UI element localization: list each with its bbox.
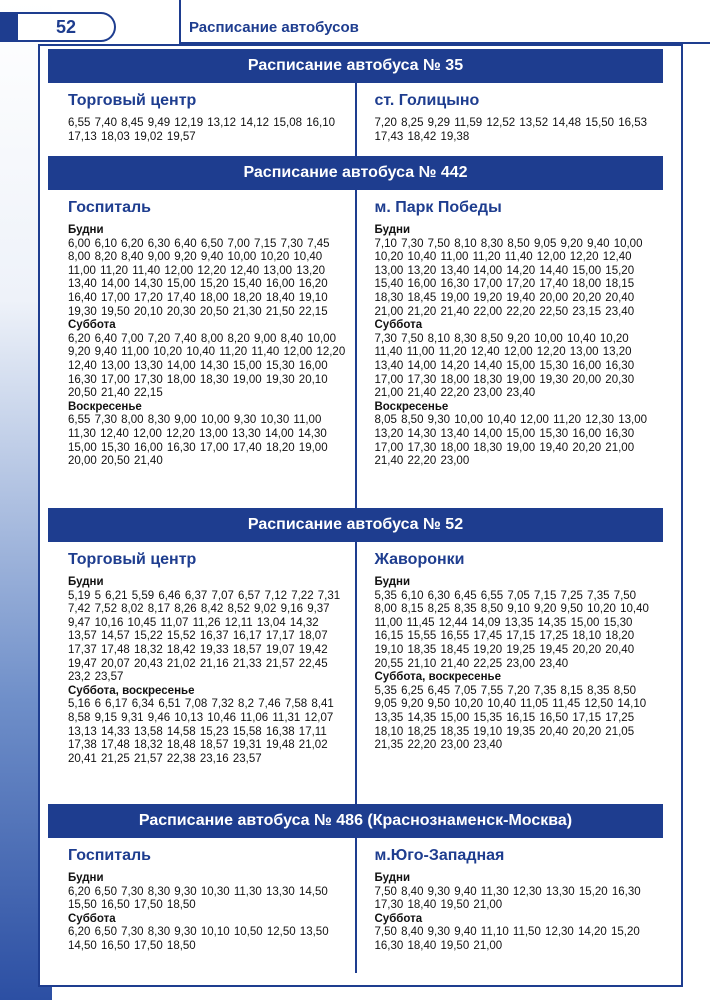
times: 7,50 8,40 9,30 9,40 11,10 11,50 12,30 14,20 15,20 16,30 18,40 19,50 21,00	[374, 926, 640, 952]
day-label: Суббота	[374, 912, 423, 925]
times: 6,55 7,40 8,45 9,49 12,19 13,12 14,12 15,08 16,10 17,13 18,03 19,02 19,57	[68, 117, 335, 143]
times: 6,00 6,10 6,20 6,30 6,40 6,50 7,00 7,15 7,30 7,45 8,00 8,20 8,40 9,00 9,20 9,40 10,00 10,20 10,40 11,00 11,20 11,40 12,00 12,20 12,40 13,00 13,20 13,40 14,00 14,30 15,00 15,20 15,40 16,00 16,20 16,40 17,00 17,20 17,40 18,00 18,20 18,40 19,10 19,30 19,50 20,10 20,30 20,50 21,30 21,50 22,15	[68, 237, 330, 318]
stop-name: м.Юго-Западная	[374, 847, 505, 864]
day-label: Будни	[374, 872, 411, 884]
right-column	[357, 838, 664, 973]
day-label: Суббота, воскресенье	[374, 671, 501, 684]
times: 6,20 6,50 7,30 8,30 9,30 10,10 10,50 12,50 13,50 14,50 16,50 17,50 18,50	[68, 926, 329, 952]
header-title: Расписание автобусов	[189, 19, 359, 36]
day-label: Суббота	[374, 319, 423, 332]
stop-name: Госпиталь	[68, 199, 151, 216]
times: 5,35 6,10 6,30 6,45 6,55 7,05 7,15 7,25 7,35 7,50 8,00 8,15 8,25 8,35 8,50 9,10 9,20 9,50 10,20 10,40 11,00 11,45 12,44 14,09 13,35 14,35 15,00 15,30 16,15 15,55 16,55 17,45 17,15 17,25 18,10 18,20 19,10 18,35 18,45 19,20 19,25 19,45 20,20 20,40 20,55 21,10 21,40 22,25 23,00 23,40	[374, 589, 649, 670]
page-number: 52	[18, 12, 116, 42]
route-486	[48, 804, 663, 973]
stop-name: Госпиталь	[68, 847, 151, 864]
stop-name: ст. Голицыно	[374, 92, 480, 109]
day-label: Будни	[374, 224, 411, 236]
times: 7,50 8,40 9,30 9,40 11,30 12,30 13,30 15,20 16,30 17,30 18,40 19,50 21,00	[374, 885, 641, 912]
day-label: Суббота	[68, 912, 116, 925]
times: 7,30 7,50 8,10 8,30 8,50 9,20 10,00 10,40 10,20 11,40 11,00 11,20 12,40 12,00 12,20 13,00 13,20 13,40 14,00 14,20 14,40 15,00 15,30 16,00 16,30 17,00 17,30 18,00 18,30 19,00 19,30 20,00 20,30 21,00 21,40 22,20 23,00 23,40	[374, 332, 635, 400]
day-label: Будни	[68, 224, 104, 236]
route-title: Расписание автобуса № 442	[48, 156, 663, 190]
times: 7,20 8,25 9,29 11,59 12,52 13,52 14,48 15,50 16,53 17,43 18,42 19,38	[374, 117, 648, 143]
left-column	[48, 542, 355, 804]
left-column	[48, 83, 355, 156]
stop-name: Жаворонки	[374, 551, 465, 568]
times: 5,16 6 6,17 6,34 6,51 7,08 7,32 8,2 7,46 7,58 8,41 8,58 9,15 9,31 9,46 10,13 10,46 11,06 11,31 12,07 13,13 14,33 13,58 14,58 15,23 15,58 16,38 17,11 17,38 17,48 18,32 18,48 18,57 19,31 19,48 21,02 20,41 21,25 21,57 22,38 23,16 23,57	[68, 698, 334, 765]
route-35	[48, 49, 663, 156]
times: 7,10 7,30 7,50 8,10 8,30 8,50 9,05 9,20 9,40 10,00 10,20 10,40 11,00 11,20 11,40 12,00 12,20 12,40 13,00 13,20 13,40 14,00 14,20 14,40 15,00 15,20 15,40 16,00 16,30 17,00 17,20 17,40 18,00 18,15 18,30 18,45 19,00 19,20 19,40 20,00 20,20 20,40 21,00 21,20 21,40 22,00 22,20 22,50 23,15 23,40	[374, 237, 643, 318]
day-label: Суббота	[68, 319, 116, 332]
times: 6,20 6,40 7,00 7,20 7,40 8,00 8,20 9,00 8,40 10,00 9,20 9,40 11,00 10,20 10,40 11,20 11,40 12,00 12,20 12,40 13,00 13,30 14,00 14,30 15,00 15,30 16,00 16,30 17,00 17,30 18,00 18,30 19,00 19,30 20,10 20,50 21,40 22,15	[68, 332, 346, 400]
route-title: Расписание автобуса № 52	[48, 508, 663, 542]
stop-name: Торговый центр	[68, 551, 197, 568]
page-number-tab	[0, 12, 20, 42]
times: 6,55 7,30 8,00 8,30 9,00 10,00 9,30 10,30 11,00 11,30 12,40 12,00 12,20 13,00 13,30 14,00 14,30 15,00 15,30 16,00 16,30 17,00 17,40 18,20 19,00 20,00 20,50 21,40	[68, 414, 328, 468]
header-divider	[179, 0, 181, 44]
stop-name: м. Парк Победы	[374, 199, 502, 216]
route-title: Расписание автобуса № 486 (Краснознаменск-Москва)	[48, 804, 663, 838]
right-column	[357, 83, 664, 156]
day-label: Будни	[374, 576, 411, 588]
times: 5,19 5 6,21 5,59 6,46 6,37 7,07 6,57 7,12 7,22 7,31 7,42 7,52 8,02 8,17 8,26 8,42 8,52 9,02 9,16 9,37 9,47 10,16 10,45 11,07 11,26 12,11 13,04 14,32 13,57 14,57 15,22 15,52 16,37 16,17 17,17 18,07 17,37 17,48 18,32 18,42 19,33 18,57 19,07 19,42 19,47 20,07 20,43 21,02 21,16 21,33 21,57 22,45 23,2 23,57	[68, 589, 341, 684]
route-title: Расписание автобуса № 35	[48, 49, 663, 83]
day-label: Суббота, воскресенье	[68, 684, 195, 697]
day-label: Будни	[68, 576, 104, 588]
times: 8,05 8,50 9,30 10,00 10,40 12,00 11,20 12,30 13,00 13,20 14,30 13,40 14,00 15,00 15,30 16,00 16,30 17,00 17,30 18,00 18,30 19,00 19,40 20,20 21,00 21,40 22,20 23,00	[374, 414, 648, 468]
times: 5,35 6,25 6,45 7,05 7,55 7,20 7,35 8,15 8,35 8,50 9,05 9,20 9,50 10,20 10,40 11,05 11,45 12,50 14,10 13,35 14,35 15,00 15,35 16,15 16,50 17,15 17,25 18,10 18,25 18,35 19,10 19,35 20,40 20,20 21,05 21,35 22,20 23,00 23,40	[374, 684, 647, 752]
stop-name: Торговый центр	[68, 92, 197, 109]
route-442	[48, 156, 663, 508]
day-label: Воскресенье	[68, 400, 142, 413]
left-column	[48, 838, 355, 973]
times: 6,20 6,50 7,30 8,30 9,30 10,30 11,30 13,30 14,50 15,50 16,50 17,50 18,50	[68, 885, 328, 912]
day-label: Будни	[68, 872, 104, 884]
page-header	[0, 0, 710, 44]
left-column	[48, 190, 355, 508]
day-label: Воскресенье	[374, 400, 449, 413]
route-52	[48, 508, 663, 804]
right-column	[357, 542, 664, 804]
right-column	[357, 190, 664, 508]
